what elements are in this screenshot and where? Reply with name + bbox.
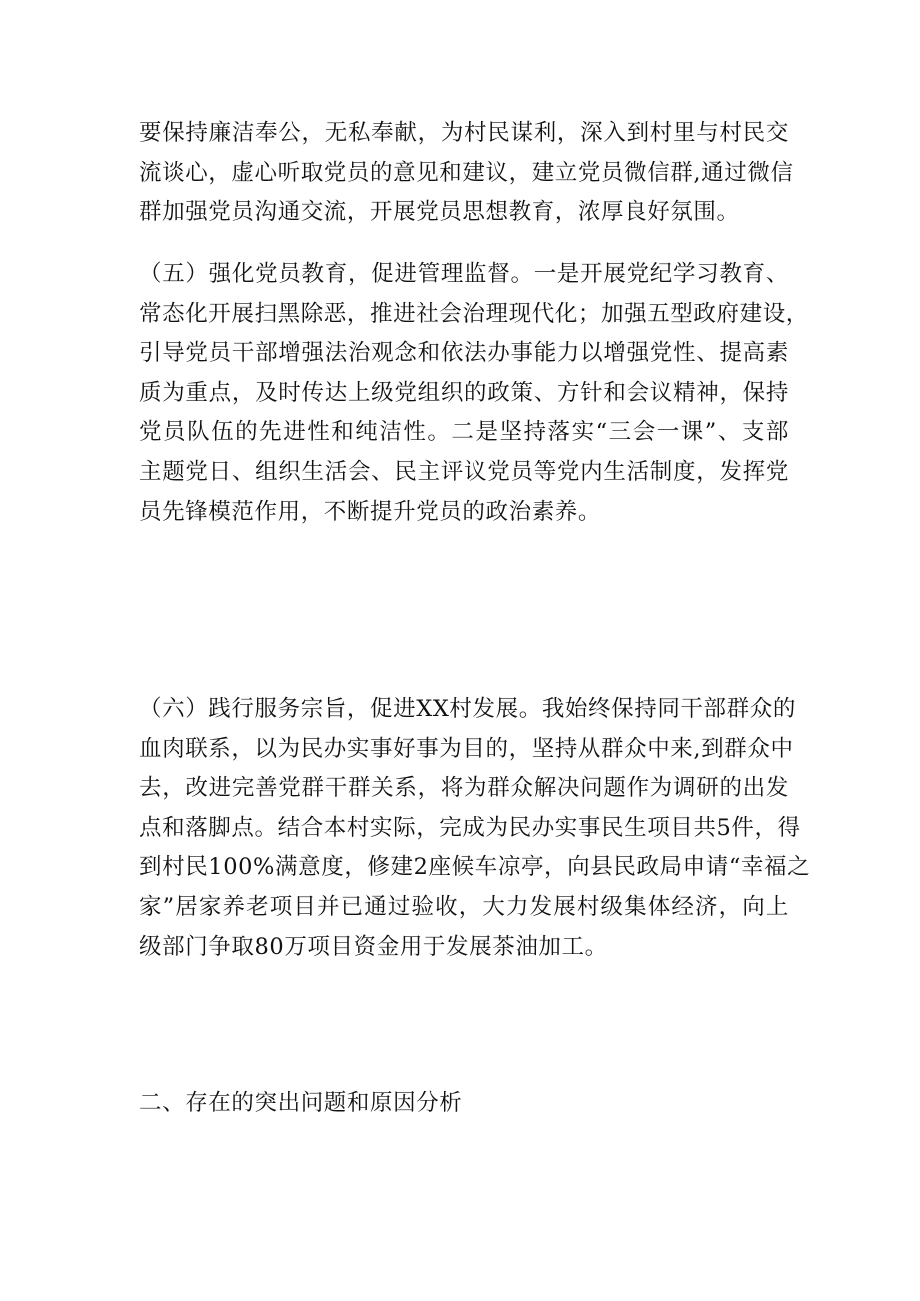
paragraph-line: 家”居家养老项目并已通过验收，大力发展村级集体经济，向上 [139,893,789,920]
paragraph-line: 点和落脚点。结合本村实际，完成为民办实事民生项目共5件，得 [139,814,801,841]
paragraph-integrity [139,114,794,233]
paragraph-line: 引导党员干部增强法治观念和依法办事能力以增强党性、提高素 [139,340,789,367]
paragraph-line: 到村民100%满意度，修建2座候车凉亭，向县民政局申请“幸福之 [139,854,811,881]
paragraph-line: 常态化开展扫黑除恶，推进社会治理现代化；加强五型政府建设， [139,300,809,327]
paragraph-line: 血肉联系，以为民办实事好事为目的，坚持从群众中来,到群众中 [139,735,794,762]
paragraph-line: 主题党日、组织生活会、民主评议党员等党内生活制度，发挥党 [139,458,789,485]
paragraph-line: 质为重点，及时传达上级党组织的政策、方针和会议精神，保持 [139,379,789,406]
paragraph-line: 群加强党员沟通交流，开展党员思想教育，浓厚良好氛围。 [139,199,740,226]
paragraph-party-education [139,255,809,532]
paragraph-line: （六）践行服务宗旨，促进XX村发展。我始终保持同干部群众的 [139,696,796,722]
paragraph-line: 去，改进完善党群干群关系，将为群众解决问题作为调研的出发 [139,775,789,802]
paragraph-line: 流谈心，虚心听取党员的意见和建议，建立党员微信群,通过微信 [139,159,794,186]
paragraph-line: 员先锋模范作用，不断提升党员的政治素养。 [139,498,602,525]
paragraph-line: （五）强化党员教育，促进管理监督。一是开展党纪学习教育、 [139,261,789,287]
paragraph-service-purpose [139,690,811,967]
paragraph-line: 级部门争取80万项目资金用于发展茶油加工。 [139,933,608,960]
paragraph-line: 要保持廉洁奉公，无私奉献，为村民谋利，深入到村里与村民交 [139,120,789,146]
paragraph-line: 党员队伍的先进性和纯洁性。二是坚持落实“三会一课”、支部 [139,419,789,446]
section-heading: 二、存在的突出问题和原因分析 [139,1090,463,1116]
